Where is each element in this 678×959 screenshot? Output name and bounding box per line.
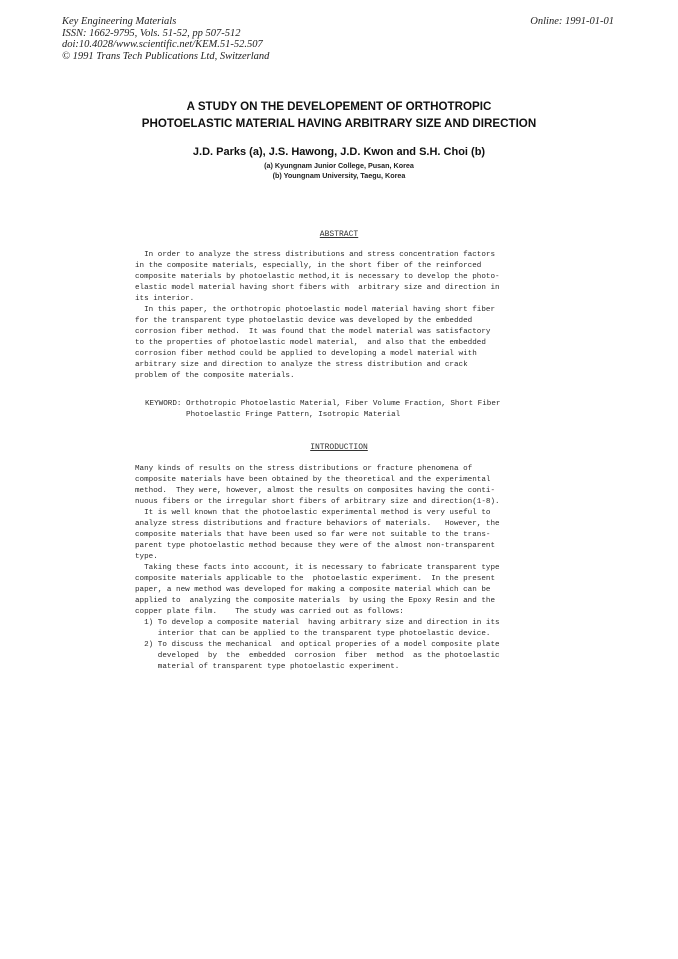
abstract-line: corrosion fiber method. It was found that the model material was satisfactory xyxy=(135,328,491,336)
intro-line: paper, a new method was developed for making a composite material which can be xyxy=(135,586,491,594)
abstract-line: its interior. xyxy=(135,295,195,303)
journal-name: Key Engineering Materials xyxy=(62,16,177,27)
intro-line: interior that can be applied to the transparent type photoelastic device. xyxy=(135,630,491,638)
keywords-line-1: KEYWORD: Orthotropic Photoelastic Material, Fiber Volume Fraction, Short Fiber xyxy=(145,400,501,408)
intro-line: It is well known that the photoelastic experimental method is very useful to xyxy=(135,509,491,517)
abstract-line: composite materials by photoelastic method,it is necessary to develop the photo- xyxy=(135,273,500,281)
paper-title-line-1: A STUDY ON THE DEVELOPEMENT OF ORTHOTROPIC xyxy=(186,100,492,113)
abstract-line: in the composite materials, especially, in the short fiber of the reinforced xyxy=(135,262,482,270)
affiliation-a: (a) Kyungnam Junior College, Pusan, Korea xyxy=(264,161,414,170)
online-date: Online: 1991-01-01 xyxy=(530,16,614,27)
intro-line: 2) To discuss the mechanical and optical properies of a model composite plate xyxy=(135,641,500,649)
keywords-line-2: Photoelastic Fringe Pattern, Isotropic Material xyxy=(145,411,401,419)
issn-line: ISSN: 1662-9795, Vols. 51-52, pp 507-512 xyxy=(62,27,241,39)
intro-line: Taking these facts into account, it is necessary to fabricate transparent type xyxy=(135,564,500,572)
intro-line: analyze stress distributions and fracture behaviors of materials. However, the xyxy=(135,520,500,528)
intro-line: composite materials applicable to the photoelastic experiment. In the present xyxy=(135,575,496,583)
intro-line: Many kinds of results on the stress distributions or fracture phenomena of xyxy=(135,465,473,473)
abstract-line: In order to analyze the stress distributions and stress concentration factors xyxy=(135,251,496,259)
abstract-line: In this paper, the orthotropic photoelastic model material having short fiber xyxy=(135,306,496,314)
abstract-heading: ABSTRACT xyxy=(319,230,359,239)
abstract-line: arbitrary size and direction to analyze the stress distribution and crack xyxy=(135,361,468,369)
abstract-line: for the transparent type photoelastic device was developed by the embedded xyxy=(135,317,473,325)
paper-title-line-2: PHOTOELASTIC MATERIAL HAVING ARBITRARY SIZE AND DIRECTION xyxy=(141,117,537,130)
intro-line: method. They were, however, almost the results on composites having the conti- xyxy=(135,487,496,495)
doi-line: doi:10.4028/www.scientific.net/KEM.51-52.507 xyxy=(62,39,263,51)
intro-line: type. xyxy=(135,553,158,561)
intro-line: developed by the embedded corrosion fiber method as the photoelastic xyxy=(135,652,500,660)
abstract-line: corrosion fiber method could be applied to developing a model material with xyxy=(135,350,477,358)
authors: J.D. Parks (a), J.S. Hawong, J.D. Kwon and S.H. Choi (b) xyxy=(192,146,486,158)
journal-header xyxy=(62,16,269,62)
intro-line: composite materials that have been used so far were not suitable to the trans- xyxy=(135,531,491,539)
intro-line: composite materials have been obtained by the theoretical and the experimental xyxy=(135,476,491,484)
abstract-line: elastic model material having short fibers with arbitrary size and direction in xyxy=(135,284,500,292)
intro-line: parent type photoelastic method because they were of the almost non-transparent xyxy=(135,542,496,550)
affiliation-b: (b) Youngnam University, Taegu, Korea xyxy=(272,171,406,180)
introduction-heading: INTRODUCTION xyxy=(310,443,368,452)
intro-line: 1) To develop a composite material having arbitrary size and direction in its xyxy=(135,619,500,627)
intro-line: applied to analyzing the composite materials by using the Epoxy Resin and the xyxy=(135,597,496,605)
copyright-line: © 1991 Trans Tech Publications Ltd, Switzerland xyxy=(62,50,270,62)
abstract-line: problem of the composite materials. xyxy=(135,372,295,380)
intro-line: nuous fibers or the irregular short fibers of arbitrary size and direction(1-8). xyxy=(135,498,500,506)
intro-line: copper plate film. The study was carried out as follows: xyxy=(135,608,404,616)
abstract-line: to the properties of photoelastic model material, and also that the embedded xyxy=(135,339,486,347)
intro-line: material of transparent type photoelastic experiment. xyxy=(135,663,400,671)
